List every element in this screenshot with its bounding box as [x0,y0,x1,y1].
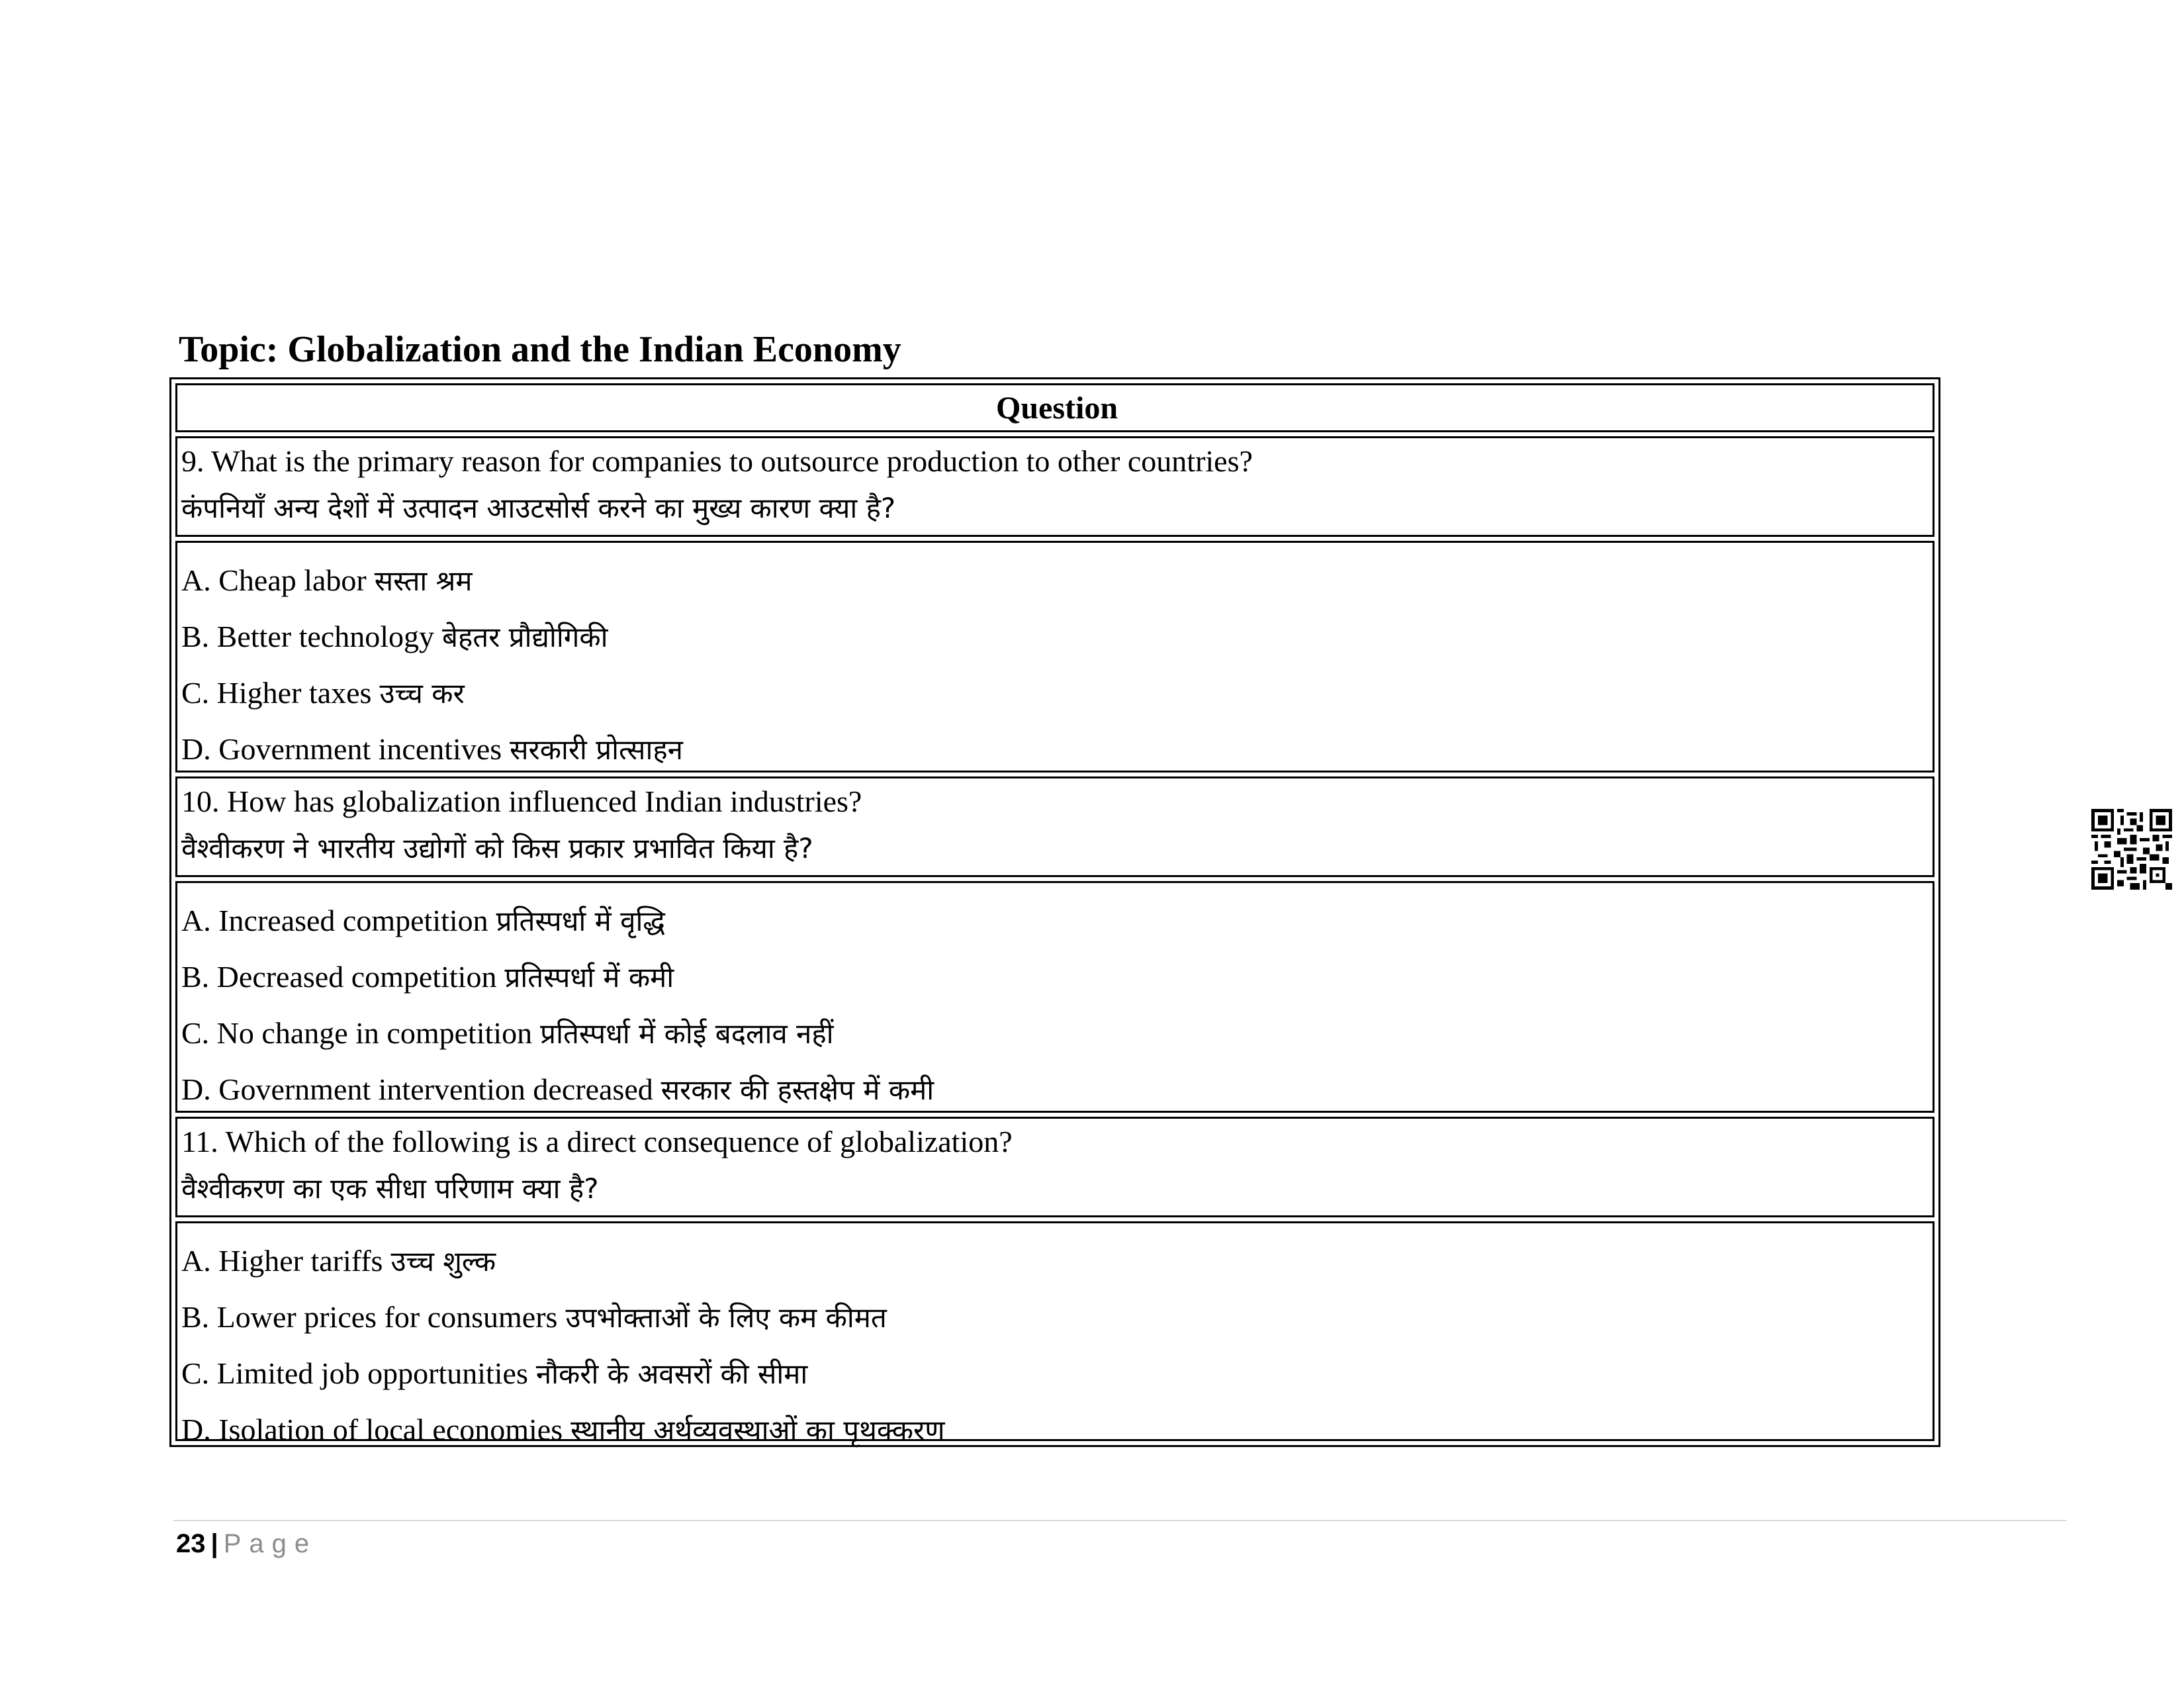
options-row [175,541,1934,773]
option-text-en: B. Lower prices for consumers [181,1300,558,1334]
option-text-en: A. Cheap labor [181,563,367,597]
option-d [181,1401,1933,1458]
option-text-hi: उच्च शुल्क [390,1245,496,1278]
option-text-hi: प्रतिस्पर्धा में कोई बदलाव नहीं [540,1017,834,1050]
question-table [169,377,1940,1447]
option-text-hi: बेहतर प्रौद्योगिकी [441,621,608,653]
question-text-en: 10. How has globalization influenced Indian industries? [181,784,862,818]
option-text-en: D. Isolation of local economies [181,1413,563,1446]
question-text-hi: कंपनियाँ अन्य देशों में उत्पादन आउटसोर्स करने का मुख्य कारण क्या है? [181,492,896,524]
option-a [181,892,1933,949]
options-row [175,881,1934,1113]
question-row [175,436,1934,537]
option-d [181,1061,1933,1117]
option-text-en: A. Higher tariffs [181,1244,383,1278]
table-header: Question [175,383,1934,432]
option-b [181,1289,1933,1345]
question-row [175,776,1934,877]
options-row [175,1221,1934,1446]
option-text-en: D. Government intervention decreased [181,1072,653,1106]
question-text-hi: वैश्वीकरण ने भारतीय उद्योगों को किस प्रकार प्रभावित किया है? [181,832,813,865]
option-c [181,1345,1933,1401]
option-text-en: C. Limited job opportunities [181,1356,528,1390]
option-a [181,1233,1933,1289]
question-text-hi: वैश्वीकरण का एक सीधा परिणाम क्या है? [181,1172,599,1205]
question-text-en: 11. Which of the following is a direct consequence of globalization? [181,1125,1013,1158]
option-text-hi: सस्ता श्रम [374,565,473,597]
option-text-en: A. Increased competition [181,904,488,937]
footer-separator: | [210,1529,218,1558]
page-footer [176,1529,317,1559]
option-text-hi: प्रतिस्पर्धा में कमी [504,961,674,994]
page-label: Page [223,1529,318,1558]
question-text-en: 9. What is the primary reason for companies to outsource production to other countries? [181,444,1253,478]
option-text-en: C. Higher taxes [181,676,372,710]
footer-divider [173,1520,2066,1521]
option-text-hi: उच्च कर [379,677,465,710]
option-text-en: D. Government incentives [181,732,502,766]
option-text-en: B. Better technology [181,620,434,653]
option-b [181,608,1933,665]
option-b [181,949,1933,1005]
option-text-hi: नौकरी के अवसरों की सीमा [535,1358,808,1390]
option-c [181,665,1933,721]
option-text-en: B. Decreased competition [181,960,497,994]
topic-heading: Topic: Globalization and the Indian Economy [179,329,901,370]
option-text-en: C. No change in competition [181,1016,533,1050]
option-a [181,552,1933,608]
option-text-hi: उपभोक्ताओं के लिए कम कीमत [565,1301,887,1334]
qr-code-icon [2091,809,2172,890]
option-text-hi: सरकार की हस्तक्षेप में कमी [660,1074,934,1106]
option-text-hi: प्रतिस्पर्धा में वृद्धि [496,905,665,937]
page-number: 23 [176,1529,206,1558]
option-text-hi: स्थानीय अर्थव्यवस्थाओं का पृथक्करण [570,1414,945,1446]
option-text-hi: सरकारी प्रोत्साहन [510,733,683,766]
option-d [181,721,1933,777]
question-row [175,1117,1934,1217]
option-c [181,1005,1933,1061]
